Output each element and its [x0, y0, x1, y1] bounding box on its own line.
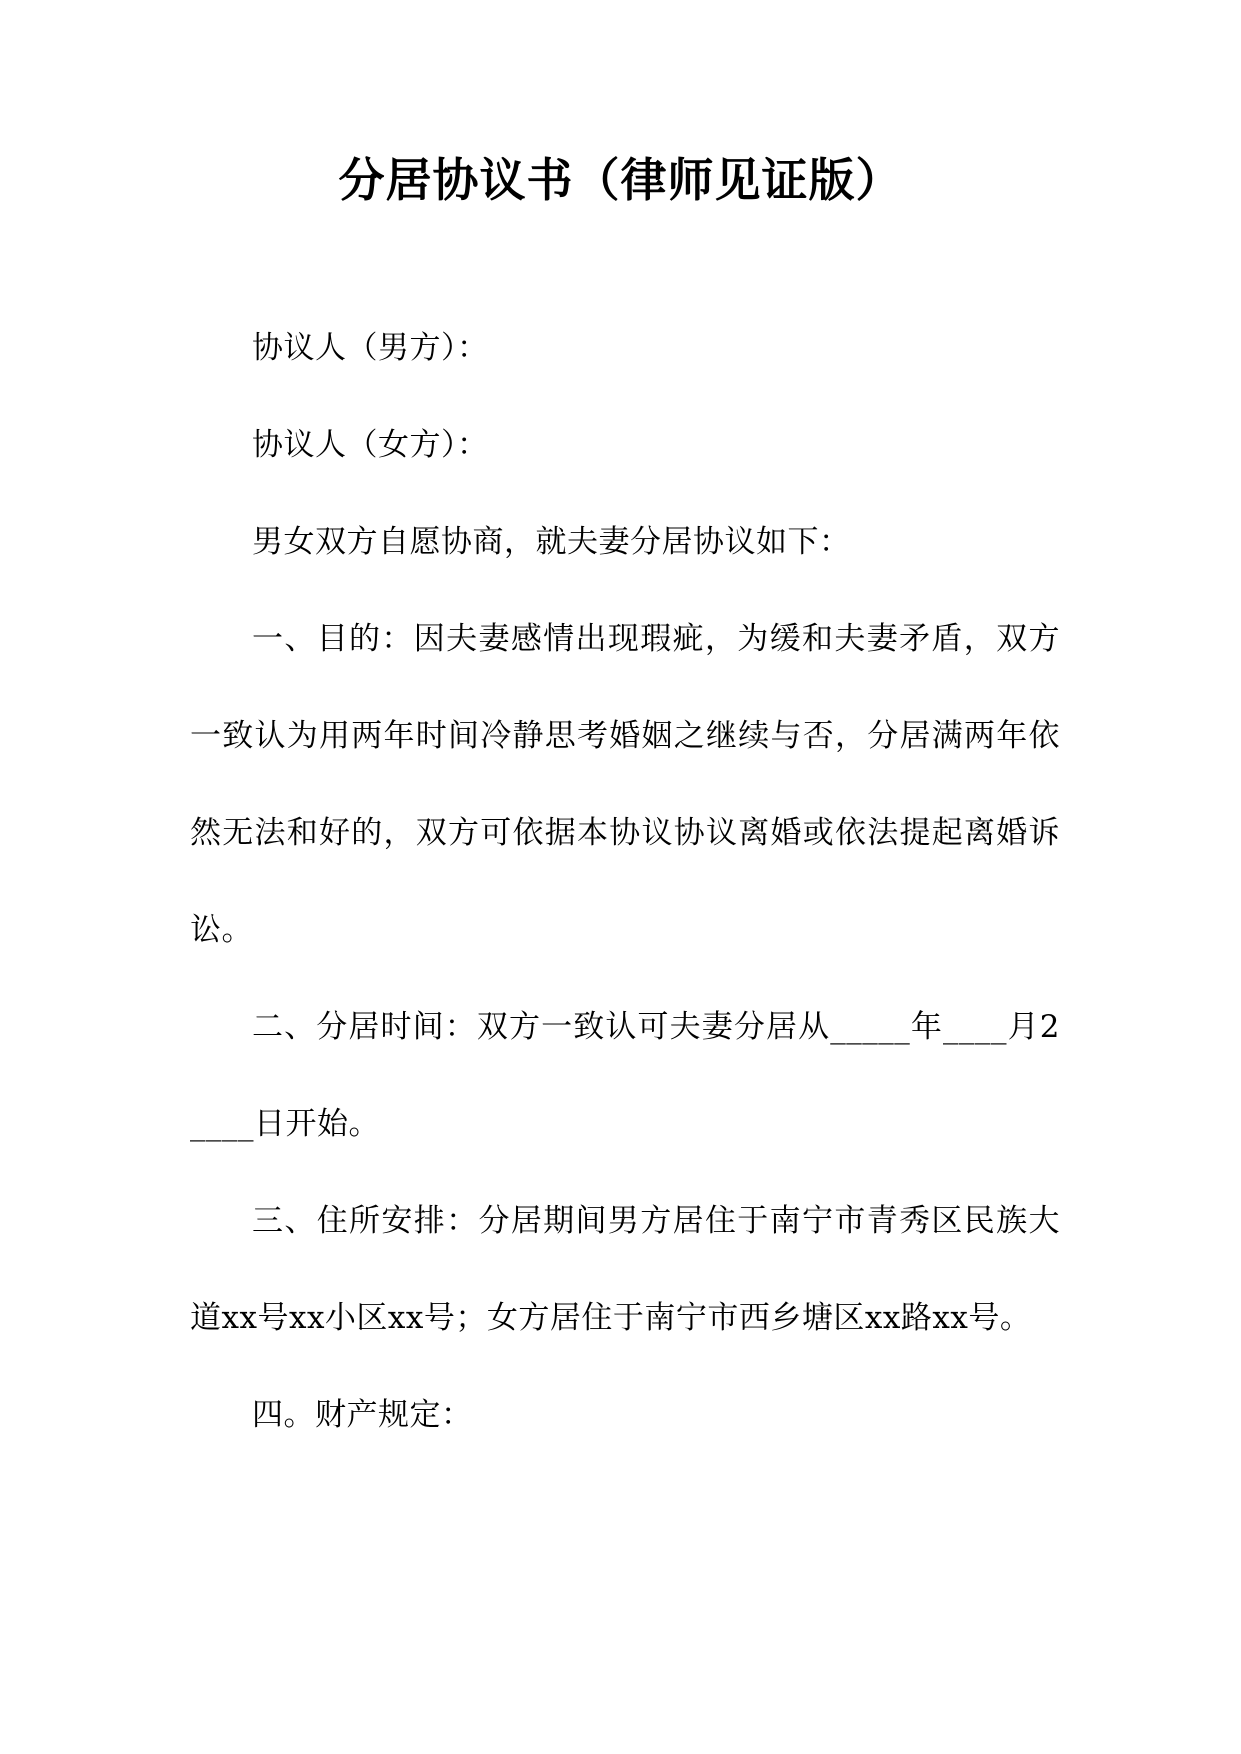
party-female-line: 协议人（女方）： — [252, 427, 489, 463]
agreement-intro: 男女双方自愿协商，就夫妻分居协议如下： — [252, 524, 851, 560]
party-male-line: 协议人（男方）： — [252, 330, 489, 366]
clause-purpose: 一、目的：因夫妻感情出现瑕疵，为缓和夫妻矛盾，双方一致认为用两年时间冷静思考婚姻之继续与否，分居满两年依然无法和好的，双方可依据本协议协议离婚或依法提起离婚诉讼。 — [190, 621, 1060, 948]
clause-residence: 三、住所安排：分居期间男方居住于南宁市青秀区民族大道xx号xx小区xx号；女方居住于南宁市西乡塘区xx路xx号。 — [190, 1203, 1060, 1336]
clause-separation-time: 二、分居时间：双方一致认可夫妻分居从_____年____月2____日开始。 — [190, 1009, 1060, 1142]
document-title: 分居协议书（律师见证版） — [338, 153, 903, 207]
clause-property-heading: 四。财产规定： — [252, 1397, 473, 1433]
document-body — [190, 300, 1060, 1464]
